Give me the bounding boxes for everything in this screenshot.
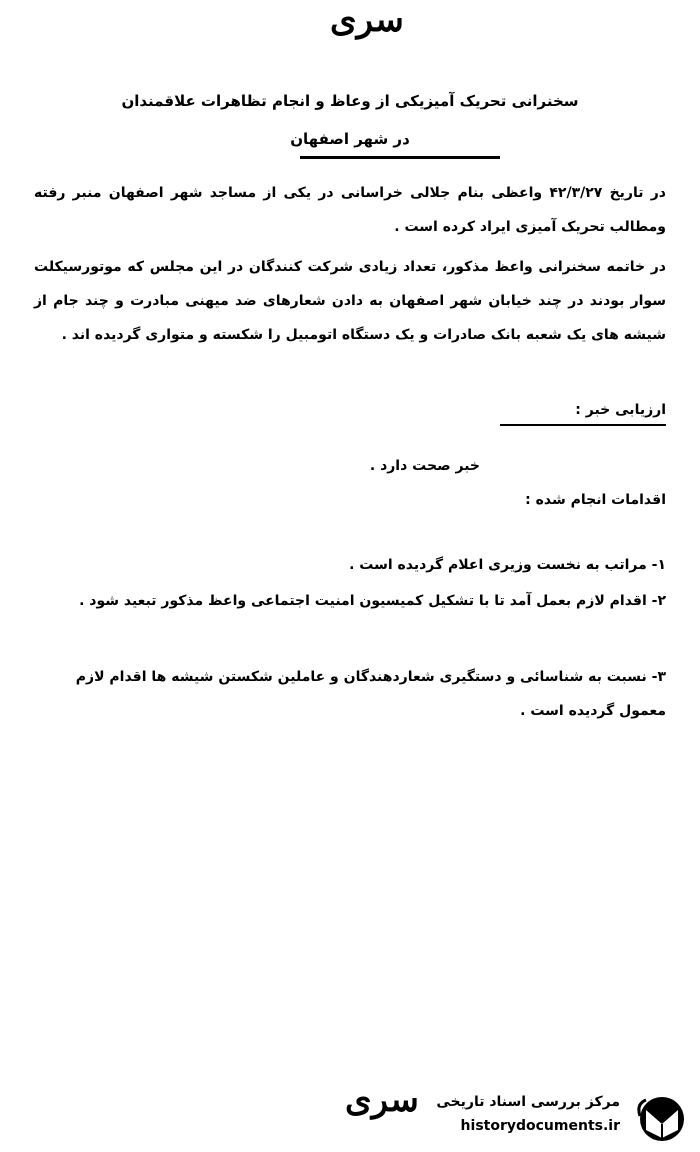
watermark-text-en: historydocuments.ir	[460, 1118, 620, 1134]
evaluation-underline	[500, 424, 666, 426]
title-underline	[300, 156, 500, 159]
actions-heading: اقدامات انجام شده :	[525, 492, 666, 508]
action-item-3: ۳- نسبت به شناسائی و دستگیری شعاردهندگان و عاملین شکستن شیشه ها اقدام لازم معمول گردیده است .	[75, 669, 666, 719]
document-subtitle: در شهر اصفهان	[290, 130, 410, 148]
document-title: سخنرانی تحریک آمیزیکی از وعاظ و انجام تظاهرات علاقمندان	[121, 92, 579, 110]
action-item-1: ۱- مراتب به نخست وزیری اعلام گردیده است .	[349, 557, 666, 573]
evaluation-heading: ارزیابی خبر :	[575, 402, 666, 418]
action-item-2: ۲- اقدام لازم بعمل آمد تا با تشکیل کمیسیون امنیت اجتماعی واعظ مذکور تبعید شود .	[79, 593, 666, 609]
book-emblem-icon	[632, 1094, 690, 1144]
paragraph-1: در تاریخ ۴۲/۳/۲۷ واعظی بنام جلالی خراسانی در یکی از مساجد شهر اصفهان منبر رفته ومطالب تحریک آمیزی ایراد کرده است .	[34, 185, 666, 235]
evaluation-text: خبر صحت دارد .	[369, 458, 480, 474]
classification-stamp-bottom: سری	[345, 1080, 419, 1120]
paragraph-2: در خاتمه سخنرانی واعظ مذکور، تعداد زیادی شرکت کنندگان در این مجلس که موتورسیکلت سوار بودند در چند خیابان شهر اصفهان به دادن شعارهای ضد میهنی مبادرت و چند جام از شیشه های یک شعبه بانک صادرات و یک دستگاه اتومبیل را شکسته و متواری گردیده اند .	[34, 259, 666, 343]
watermark-text-fa: مرکز بررسی اسناد تاریخی	[436, 1094, 620, 1110]
classification-stamp-top: سری	[330, 0, 404, 40]
